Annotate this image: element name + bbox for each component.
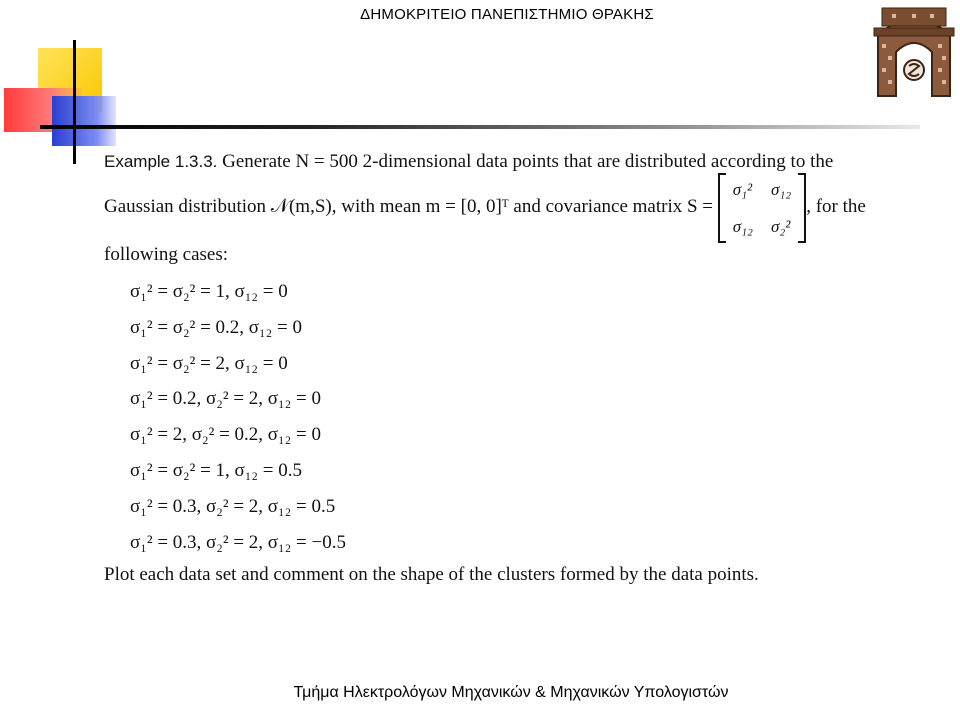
matrix-row <box>724 208 800 245</box>
matrix-cell: σ₂² <box>770 217 791 236</box>
matrix-row <box>724 171 800 208</box>
case-item: σ₁² = σ₂² = 1, σ₁₂ = 0 <box>130 281 288 302</box>
example-line-2-end: , for the <box>806 196 866 218</box>
example-intro <box>104 144 916 272</box>
case-item: σ₁² = σ₂² = 1, σ₁₂ = 0.5 <box>130 459 303 481</box>
cases-list <box>104 274 916 560</box>
header-divider <box>40 125 920 129</box>
university-emblem-icon <box>872 4 956 98</box>
covariance-matrix-table <box>724 171 800 245</box>
matrix-cell: σ₁₂ <box>770 180 792 199</box>
header-university-title: ΔΗΜΟΚΡΙΤΕΙΟ ΠΑΝΕΠΙΣΤΗΜΙΟ ΘΡΑΚΗΣ <box>360 6 654 23</box>
example-content <box>104 144 916 590</box>
example-line-2 <box>104 180 866 236</box>
case-item: σ₁² = 0.3, σ₂² = 2, σ₁₂ = −0.5 <box>130 531 346 553</box>
case-item: σ₁² = σ₂² = 2, σ₁₂ = 0 <box>130 352 288 374</box>
logo-blue-square <box>52 96 116 146</box>
matrix-cell: σ₁² <box>732 180 753 199</box>
case-item: σ₁² = σ₂² = 0.2, σ₁₂ = 0 <box>130 316 303 338</box>
footer-department-title: Τμήμα Ηλεκτρολόγων Μηχανικών & Μηχανικών Υπολογιστών <box>293 684 729 701</box>
matrix-cell: σ₁₂ <box>732 217 753 236</box>
logo-vertical-line <box>73 40 76 164</box>
example-line-3: following cases: <box>104 244 229 265</box>
case-item: σ₁² = 0.3, σ₂² = 2, σ₁₂ = 0.5 <box>130 495 336 517</box>
case-item: σ₁² = 0.2, σ₂² = 2, σ₁₂ = 0 <box>130 388 322 410</box>
example-line-1: Generate N = 500 2-dimensional data points that are distributed according to the <box>222 151 834 172</box>
closing-instruction: Plot each data set and comment on the shape of the clusters formed by the data points. <box>104 564 759 586</box>
example-line-2-start: Gaussian distribution 𝒩(m,S), with mean m = [0, 0]ᵀ and covariance matrix S = <box>104 196 714 218</box>
covariance-matrix <box>718 171 806 245</box>
example-label: Example 1.3.3. <box>104 152 218 171</box>
case-item: σ₁² = 2, σ₂² = 0.2, σ₁₂ = 0 <box>130 424 322 446</box>
